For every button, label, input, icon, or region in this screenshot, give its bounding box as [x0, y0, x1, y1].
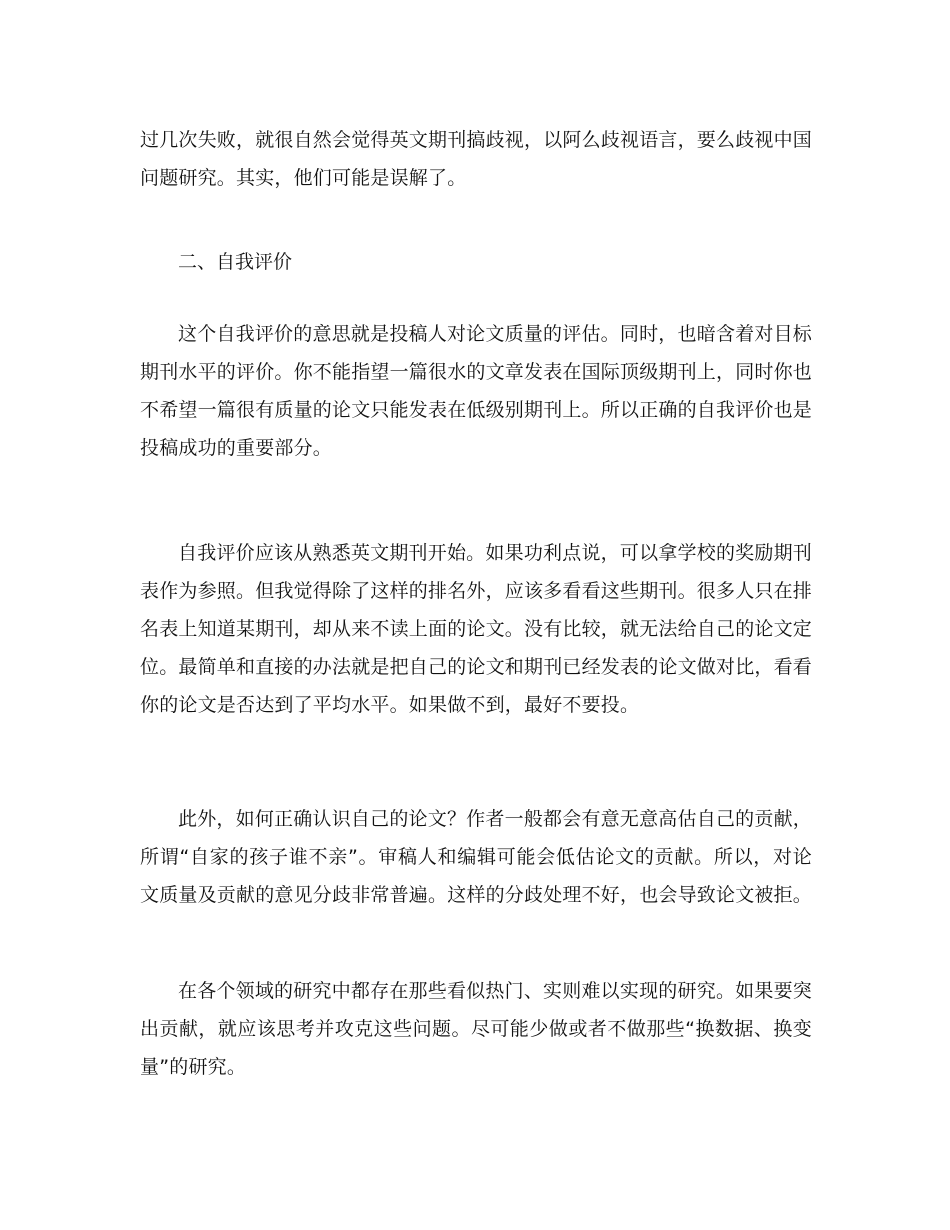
paragraph-assess-own-paper: 此外，如何正确认识自己的论文？作者一般都会有意无意高估自己的贡献，所谓“自家的孩子谁不亲”。审稿人和编辑可能会低估论文的贡献。所以，对论文质量及贡献的意见分歧非常普遍。这样的分歧处理不好，也会导致论文被拒。	[140, 808, 813, 906]
paragraph-intro-continuation: 过几次失败，就很自然会觉得英文期刊搞歧视，以阿么歧视语言，要么歧视中国问题研究。其实，他们可能是误解了。	[140, 129, 813, 189]
paragraph-know-journals: 自我评价应该从熟悉英文期刊开始。如果功利点说，可以拿学校的奖励期刊表作为参照。但我觉得除了这样的排名外，应该多看看这些期刊。很多人只在排名表上知道某期刊，却从来不读上面的论文。没有比较，就无法给自己的论文定位。最简单和直接的办法就是把自己的论文和期刊已经发表的论文做对比，看看你的论文是否达到了平均水平。如果做不到，最好不要投。	[140, 542, 813, 716]
paragraph-hot-topics: 在各个领域的研究中都存在那些看似热门、实则难以实现的研究。如果要突出贡献，就应该思考并攻克这些问题。尽可能少做或者不做那些“换数据、换变量”的研究。	[140, 980, 812, 1078]
section-heading-self-evaluation: 二、自我评价	[178, 251, 293, 273]
paragraph-self-evaluation-meaning: 这个自我评价的意思就是投稿人对论文质量的评估。同时，也暗含着对目标期刊水平的评价。你不能指望一篇很水的文章发表在国际顶级期刊上，同时你也不希望一篇很有质量的论文只能发表在低级别期刊上。所以正确的自我评价也是投稿成功的重要部分。	[140, 323, 813, 459]
